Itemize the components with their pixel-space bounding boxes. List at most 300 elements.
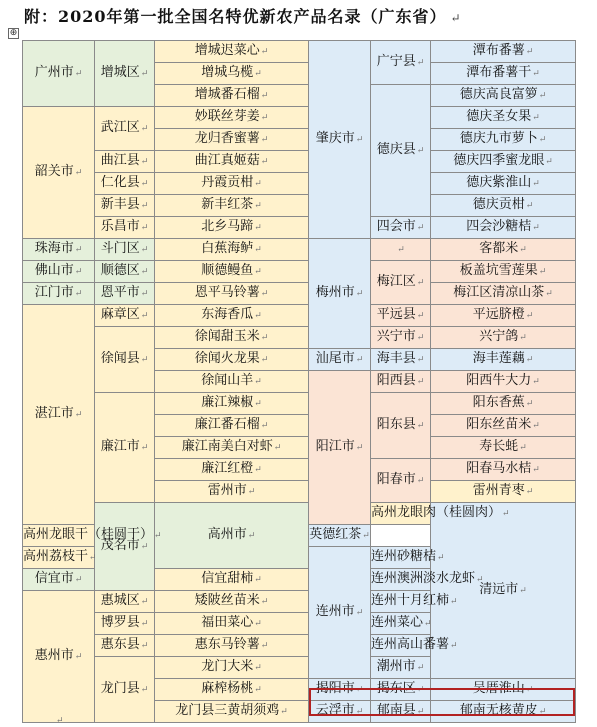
- paragraph-mark-icon: ↵: [254, 245, 262, 255]
- cell-text: 龙门县: [100, 681, 140, 696]
- cell-text: 吴厝淮山: [472, 681, 525, 696]
- cell-text: 佛山市: [34, 263, 74, 278]
- paragraph-mark-icon: ↵: [545, 289, 553, 299]
- paragraph-mark-icon: ↵: [532, 69, 540, 79]
- cell-text: 云浮市: [315, 703, 355, 718]
- cell-text: 珠海市: [34, 241, 74, 256]
- table-cell: [431, 261, 576, 283]
- cell-text: 揭东区: [376, 681, 416, 696]
- table-cell: [155, 349, 309, 371]
- cell-text: 连州砂糖桔: [371, 549, 437, 564]
- table-cell: [431, 217, 576, 239]
- paragraph-mark-icon: ↵: [74, 267, 83, 277]
- table-cell: [431, 305, 576, 327]
- cell-text: 平远脐橙: [472, 307, 525, 322]
- cell-text: 武江区: [100, 120, 140, 135]
- paragraph-mark-icon: ↵: [538, 135, 547, 145]
- paragraph-mark-icon: ↵: [247, 487, 256, 497]
- table-cell: [371, 635, 458, 657]
- table-cell: [371, 239, 431, 261]
- table-cell: [155, 195, 309, 217]
- paragraph-mark-icon: ↵: [260, 135, 269, 145]
- paragraph-mark-icon: ↵: [74, 652, 83, 662]
- paragraph-mark-icon: ↵: [140, 124, 149, 134]
- table-row: [23, 305, 576, 327]
- document-title: [24, 4, 462, 27]
- cell-text: 增城番石榴: [194, 87, 260, 102]
- cell-text: 连州十月红柿: [371, 593, 450, 608]
- table-cell: [371, 657, 431, 679]
- table-cell: [95, 239, 155, 261]
- cell-text: 恩平市: [100, 285, 140, 300]
- cell-text: 汕尾市: [315, 351, 355, 366]
- table-row: [23, 41, 576, 63]
- table-row: [23, 217, 576, 239]
- cell-text: 阳江市: [315, 439, 355, 454]
- cell-text: 东海香瓜: [201, 307, 254, 322]
- paragraph-mark-icon: ↵: [538, 91, 547, 101]
- cell-text: 四会市: [376, 219, 416, 234]
- cell-text: 麻榨杨桃: [201, 681, 254, 696]
- cell-text: 仁化县: [100, 175, 140, 190]
- paragraph-mark-icon: ↵: [525, 355, 534, 365]
- table-cell: [431, 63, 576, 85]
- cell-text: 德庆九市萝卜: [459, 131, 538, 146]
- product-list-table: [22, 40, 576, 723]
- cell-text: 英德红茶: [309, 527, 362, 542]
- cell-text: 矮陂丝苗米: [194, 593, 260, 608]
- paragraph-mark-icon: ↵: [74, 168, 83, 178]
- cell-text: 阳西县: [376, 373, 416, 388]
- paragraph-mark-icon: ↵: [538, 267, 547, 277]
- cell-text: 妙联丝芽姜: [194, 109, 260, 124]
- cell-text: 湛江市: [34, 406, 74, 421]
- paragraph-mark-icon: ↵: [74, 69, 83, 79]
- cell-text: 德庆紫淮山: [466, 175, 532, 190]
- cell-text: 北乡马蹄: [201, 219, 254, 234]
- cell-text: 高州荔枝干: [23, 549, 89, 564]
- paragraph-mark-icon: ↵: [254, 465, 262, 475]
- paragraph-mark-icon: ↵: [140, 443, 149, 453]
- paragraph-mark-icon: ↵: [74, 410, 83, 420]
- table-cell: [95, 283, 155, 305]
- table-cell: [431, 85, 576, 107]
- cell-text: 广宁县: [376, 54, 416, 69]
- table-cell: [95, 195, 155, 217]
- paragraph-mark-icon: ↵: [355, 289, 364, 299]
- cell-text: 恩平马铃薯: [194, 285, 260, 300]
- table-cell: [371, 305, 431, 327]
- paragraph-mark-icon: ↵: [416, 355, 425, 365]
- cell-text: 德庆圣女果: [466, 109, 532, 124]
- paragraph-mark-icon: ↵: [355, 685, 364, 695]
- cell-text: 信宜甜柿: [201, 571, 254, 586]
- table-cell: [155, 679, 309, 701]
- table-cell: [155, 85, 309, 107]
- paragraph-mark-icon: ↵: [247, 531, 256, 541]
- table-cell: [309, 371, 371, 525]
- cell-text: 四会沙糖桔: [466, 219, 532, 234]
- table-cell: [431, 459, 576, 481]
- cell-text: 连州菜心: [371, 615, 424, 630]
- table-cell: [309, 525, 371, 547]
- table-body: [23, 41, 576, 723]
- table-cell: [431, 151, 576, 173]
- cell-text: 雷州青枣: [472, 483, 525, 498]
- table-cell: [371, 349, 431, 371]
- paragraph-mark-icon: ↵: [260, 641, 269, 651]
- cell-text: 阳东丝苗米: [466, 417, 532, 432]
- table-cell: [95, 173, 155, 195]
- paragraph-mark-icon: ↵: [532, 421, 540, 431]
- cell-text: 郁南县: [376, 703, 416, 718]
- paragraph-mark-icon: ↵: [254, 179, 262, 189]
- paragraph-mark-icon: ↵: [89, 553, 97, 563]
- paragraph-mark-icon: ↵: [74, 289, 83, 299]
- paragraph-mark-icon: ↵: [254, 69, 262, 79]
- paragraph-mark-icon: ↵: [273, 443, 282, 453]
- table-cell: [95, 657, 155, 723]
- table-cell: [23, 305, 95, 525]
- cell-text: 潭布番薯: [472, 43, 525, 58]
- cell-text: 兴宁鸽: [479, 329, 519, 344]
- cell-text: 连州市: [315, 604, 355, 619]
- paragraph-mark-icon: ↵: [525, 47, 534, 57]
- paragraph-mark-icon: ↵: [254, 619, 262, 629]
- table-cell: [371, 547, 445, 569]
- table-cell: [431, 41, 576, 63]
- table-cell: [23, 283, 95, 305]
- cell-text: 徐闻甜玉米: [194, 329, 260, 344]
- paragraph-mark-icon: ↵: [140, 245, 149, 255]
- paragraph-mark-icon: ↵: [140, 223, 149, 233]
- table-cell: [155, 591, 309, 613]
- paragraph-mark-icon: ↵: [538, 707, 547, 717]
- cell-text: 廉江红橙: [201, 461, 254, 476]
- table-cell: [431, 437, 576, 459]
- cell-text: 高州市: [207, 527, 247, 542]
- table-cell: [155, 503, 309, 569]
- paragraph-mark-icon: ↵: [254, 377, 262, 387]
- cell-text: 高州龙眼干（桂圆干）: [23, 527, 154, 542]
- cell-text: 曲江县: [100, 153, 140, 168]
- paragraph-mark-icon: ↵: [260, 597, 269, 607]
- table-cell: [431, 393, 576, 415]
- table-cell: [95, 217, 155, 239]
- cell-text: 龙门大米: [201, 659, 254, 674]
- table-cell: [155, 393, 309, 415]
- paragraph-mark-icon: ↵: [140, 311, 149, 321]
- paragraph-mark-icon: ↵: [260, 157, 269, 167]
- paragraph-mark-icon: ↵: [355, 443, 364, 453]
- table-cell: [95, 635, 155, 657]
- cell-text: 潮州市: [376, 659, 416, 674]
- table-cell: [431, 129, 576, 151]
- cell-text: 信宜市: [34, 571, 74, 586]
- table-cell: [23, 41, 95, 107]
- table-row: [23, 393, 576, 415]
- table-cell: [431, 481, 576, 503]
- paragraph-mark-icon: ↵: [140, 69, 149, 79]
- cell-text: 博罗县: [100, 615, 140, 630]
- paragraph-mark-icon: ↵: [140, 619, 149, 629]
- cell-text: 廉江番石榴: [194, 417, 260, 432]
- cell-text: 茂名市: [100, 538, 140, 553]
- table-cell: [95, 393, 155, 503]
- table-cell: [371, 613, 431, 635]
- cell-text: 廉江市: [100, 439, 140, 454]
- paragraph-mark-icon: ↵: [532, 465, 540, 475]
- paragraph-mark-icon: ↵: [260, 47, 269, 57]
- table-cell: [371, 217, 431, 239]
- table-cell: [155, 239, 309, 261]
- cell-text: 廉江辣椒: [201, 395, 254, 410]
- cell-text: 海丰莲藕: [472, 351, 525, 366]
- paragraph-mark-icon: ↵: [355, 355, 364, 365]
- paragraph-mark-icon: ↵: [260, 91, 269, 101]
- cell-text: 韶关市: [34, 164, 74, 179]
- table-row: [23, 173, 576, 195]
- table-cell: [309, 41, 371, 239]
- table-move-handle-icon[interactable]: ⊕: [9, 28, 18, 38]
- cell-text: 增城区: [100, 65, 140, 80]
- paragraph-mark-icon: ↵: [416, 707, 425, 717]
- paragraph-mark-icon: ↵: [525, 311, 534, 321]
- paragraph-mark-icon: ↵: [532, 377, 540, 387]
- cell-text: 广州市: [34, 65, 74, 80]
- table-cell: [431, 349, 576, 371]
- cell-text: 兴宁市: [376, 329, 416, 344]
- table-row: [23, 239, 576, 261]
- cell-text: 客都米: [479, 241, 519, 256]
- paragraph-mark-icon: ↵: [154, 531, 162, 541]
- table-cell: [431, 239, 576, 261]
- paragraph-mark-icon: ↵: [140, 157, 149, 167]
- paragraph-mark-icon: ↵: [450, 11, 462, 25]
- cell-text: 福田菜心: [201, 615, 254, 630]
- cell-text: 龙门县三黄胡须鸡: [175, 703, 280, 718]
- table-cell: [431, 283, 576, 305]
- cell-text: 雷州市: [207, 483, 247, 498]
- paragraph-mark-icon: ↵: [450, 597, 458, 607]
- table-cell: [309, 349, 371, 371]
- cell-text: 惠东马铃薯: [194, 637, 260, 652]
- cell-text: 丹霞贡柑: [201, 175, 254, 190]
- table-cell: [23, 569, 95, 591]
- table-cell: [23, 591, 95, 723]
- table-cell: [155, 635, 309, 657]
- paragraph-mark-icon: ↵: [260, 113, 269, 123]
- table-cell: [431, 107, 576, 129]
- table-cell: [155, 613, 309, 635]
- table-row: [23, 261, 576, 283]
- paragraph-mark-icon: ↵: [254, 201, 262, 211]
- paragraph-mark-icon: ↵: [74, 575, 83, 585]
- paragraph-mark-icon: ↵: [254, 663, 262, 673]
- cell-text: 顺德区: [100, 263, 140, 278]
- table-cell: [431, 503, 576, 679]
- table-cell: [371, 371, 431, 393]
- paragraph-mark-icon: ↵: [416, 311, 425, 321]
- table-cell: [23, 547, 95, 569]
- paragraph-mark-icon: ↵: [519, 245, 527, 255]
- table-cell: [95, 591, 155, 613]
- cell-text: 增城迟菜心: [194, 43, 260, 58]
- cell-text: 梅州市: [315, 285, 355, 300]
- cell-text: 曲江真姬菇: [194, 153, 260, 168]
- cell-text: 清远市: [479, 582, 519, 597]
- table-cell: [309, 547, 371, 679]
- cell-text: 阳东香蕉: [472, 395, 525, 410]
- table-cell: [371, 393, 431, 459]
- paragraph-mark-icon: ↵: [525, 201, 534, 211]
- table-row: [23, 107, 576, 129]
- paragraph-mark-icon: ↵: [437, 553, 445, 563]
- paragraph-mark-icon: ↵: [525, 399, 534, 409]
- cell-text: 海丰县: [376, 351, 416, 366]
- paragraph-mark-icon: ↵: [260, 421, 269, 431]
- table-cell: [371, 459, 431, 503]
- table-cell: [155, 701, 309, 723]
- paragraph-mark-icon: ↵: [450, 641, 458, 651]
- paragraph-mark-icon: ↵: [519, 443, 527, 453]
- table-cell: [155, 371, 309, 393]
- cell-text: 惠州市: [34, 648, 74, 663]
- cell-text: 惠东县: [100, 637, 140, 652]
- table-cell: [155, 481, 309, 503]
- cell-text: 高州龙眼肉（桂圆肉）: [371, 505, 502, 520]
- table-cell: [95, 503, 155, 591]
- table-cell: [371, 41, 431, 85]
- table-cell: [95, 151, 155, 173]
- table-cell: [371, 503, 510, 525]
- paragraph-mark-icon: ↵: [416, 685, 425, 695]
- paragraph-mark-icon: ↵: [476, 575, 484, 585]
- table-cell: [371, 591, 458, 613]
- cell-text: 乐昌市: [100, 219, 140, 234]
- table-cell: [155, 151, 309, 173]
- cell-text: 新丰红茶: [201, 197, 254, 212]
- paragraph-mark-icon: ↵: [416, 278, 425, 288]
- cell-text: 增城乌榄: [201, 65, 254, 80]
- table-cell: [155, 63, 309, 85]
- table-cell: [155, 569, 309, 591]
- paragraph-mark-icon: ↵: [254, 685, 262, 695]
- table-cell: [155, 459, 309, 481]
- table-row: [23, 327, 576, 349]
- paragraph-mark-icon: ↵: [424, 619, 432, 629]
- table-cell: [431, 415, 576, 437]
- paragraph-mark-icon: ↵: [260, 333, 269, 343]
- table-cell: [309, 239, 371, 349]
- table-cell: [431, 195, 576, 217]
- table-cell: [155, 305, 309, 327]
- paragraph-mark-icon: ↵: [397, 245, 405, 255]
- paragraph-mark-icon: ↵: [532, 113, 540, 123]
- paragraph-mark-icon: ↵: [355, 135, 364, 145]
- paragraph-mark-icon: ↵: [519, 333, 527, 343]
- paragraph-mark-icon: ↵: [416, 377, 425, 387]
- table-cell: [95, 41, 155, 107]
- cell-text: 德庆县: [376, 142, 416, 157]
- paragraph-mark-icon: ↵: [502, 509, 510, 519]
- cell-text: 顺德鳗鱼: [201, 263, 254, 278]
- paragraph-mark-icon: ↵: [254, 575, 262, 585]
- table-cell: [431, 371, 576, 393]
- table-row: [23, 195, 576, 217]
- title-text: 附：2020年第一批全国名特优新农产品名录（广东省）: [24, 7, 447, 26]
- cell-text: 连州高山番薯: [371, 637, 450, 652]
- cell-text: 肇庆市: [315, 131, 355, 146]
- cell-text: 德庆高良富箩: [459, 87, 538, 102]
- cell-text: 龙归香蜜薯: [194, 131, 260, 146]
- table-cell: [23, 261, 95, 283]
- paragraph-mark-icon: ↵: [416, 223, 425, 233]
- cell-text: 连州澳洲淡水龙虾: [371, 571, 476, 586]
- paragraph-mark-icon: ↵: [416, 58, 425, 68]
- table-cell: [155, 657, 309, 679]
- cell-text: 徐闻县: [100, 351, 140, 366]
- cell-text: 阳东县: [376, 417, 416, 432]
- table-cell: [155, 129, 309, 151]
- table-cell: [95, 107, 155, 151]
- paragraph-mark-icon: ↵: [254, 267, 262, 277]
- table-row: [23, 503, 576, 525]
- paragraph-mark-icon: ↵: [140, 201, 149, 211]
- paragraph-mark-icon: ↵: [140, 179, 149, 189]
- cell-text: 徐闻山羊: [201, 373, 254, 388]
- highlight-box: [309, 688, 575, 716]
- cell-text: 揭阳市: [315, 681, 355, 696]
- cell-text: 徐闻火龙果: [194, 351, 260, 366]
- paragraph-mark-icon: ↵: [362, 531, 370, 541]
- paragraph-mark-icon: ↵: [532, 223, 540, 233]
- table-cell: [155, 437, 309, 459]
- table-row: [23, 151, 576, 173]
- cell-text: 平远县: [376, 307, 416, 322]
- paragraph-mark-icon: ↵: [56, 716, 64, 726]
- paragraph-mark-icon: ↵: [140, 542, 149, 552]
- paragraph-mark-icon: ↵: [416, 333, 425, 343]
- paragraph-mark-icon: ↵: [254, 223, 262, 233]
- cell-text: 惠城区: [100, 593, 140, 608]
- cell-text: 廉江南美白对虾: [181, 439, 273, 454]
- paragraph-mark-icon: ↵: [140, 641, 149, 651]
- table-cell: [371, 569, 484, 591]
- paragraph-mark-icon: ↵: [545, 157, 553, 167]
- paragraph-mark-icon: ↵: [532, 179, 540, 189]
- paragraph-mark-icon: ↵: [140, 597, 149, 607]
- table-cell: [155, 283, 309, 305]
- cell-text: 梅江区: [376, 274, 416, 289]
- table-cell: [371, 85, 431, 217]
- paragraph-mark-icon: ↵: [416, 663, 425, 673]
- paragraph-mark-icon: ↵: [525, 487, 534, 497]
- paragraph-mark-icon: ↵: [254, 399, 262, 409]
- table-cell: [371, 327, 431, 349]
- table-cell: [371, 261, 431, 305]
- cell-text: 阳春市: [376, 472, 416, 487]
- cell-text: 阳春马水桔: [466, 461, 532, 476]
- paragraph-mark-icon: ↵: [260, 355, 269, 365]
- cell-text: 德庆贡柑: [472, 197, 525, 212]
- paragraph-mark-icon: ↵: [280, 707, 288, 717]
- cell-text: 白蕉海鲈: [201, 241, 254, 256]
- table-cell: [155, 327, 309, 349]
- table-cell: [155, 173, 309, 195]
- table-cell: [431, 173, 576, 195]
- table-cell: [95, 305, 155, 327]
